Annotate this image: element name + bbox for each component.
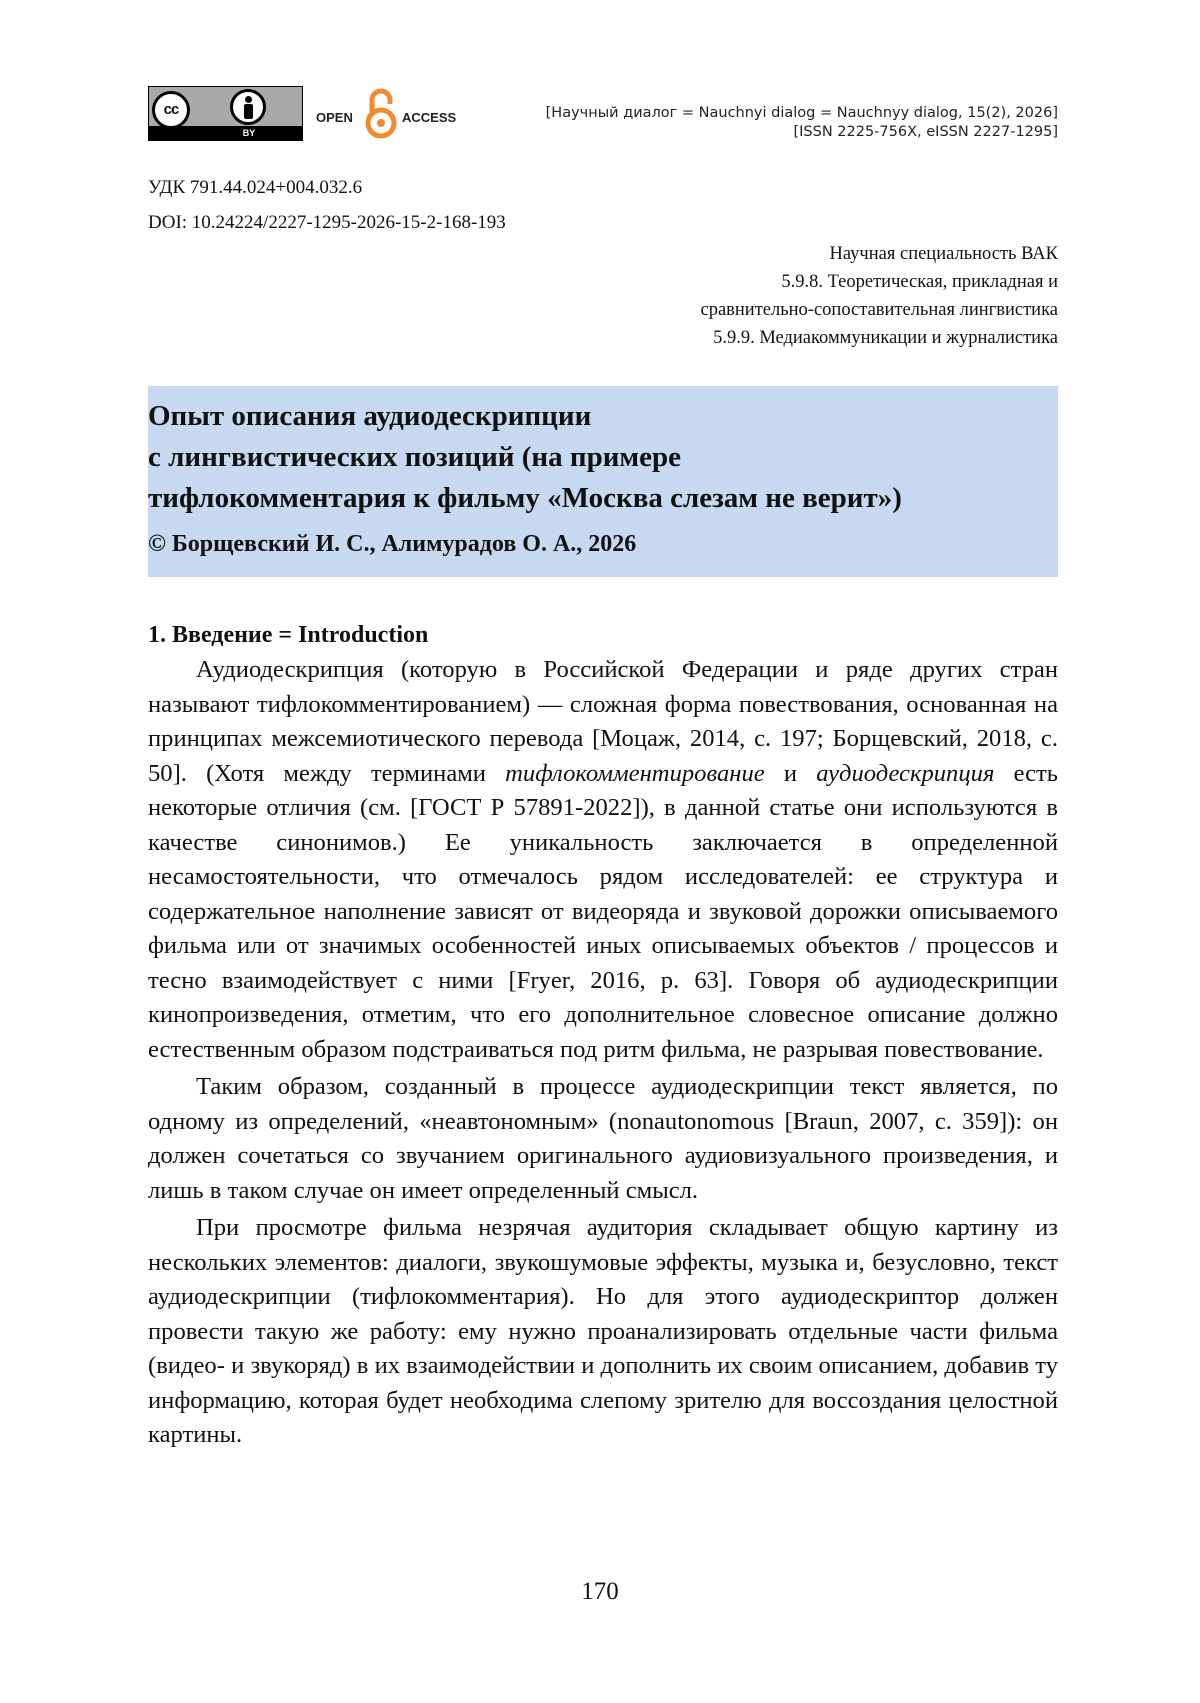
paragraph-1-text: есть некоторые отличия (см. [ГОСТ Р 57891-2022]), в данной статье они используются в качестве синонимов.) <box>148 759 1058 856</box>
article-title-block <box>148 386 1058 577</box>
article-title-line: с лингвистических позиций (на примере <box>148 441 682 473</box>
page-header <box>148 86 1058 142</box>
attribution-person-icon <box>230 89 266 125</box>
specialty-line: 5.9.8. Теоретическая, прикладная и <box>781 272 1058 292</box>
term-audiodescription: аудиодескрипция <box>816 759 995 787</box>
doi-identifier[interactable]: DOI: 10.24224/2227-1295-2026-15-2-168-193 <box>148 212 506 233</box>
journal-citation: [Научный диалог = Nauchnyi dialog = Nauchnyy dialog, 15(2), 2026] <box>545 105 1058 121</box>
journal-reference <box>546 104 1058 142</box>
article-body <box>148 653 1058 1453</box>
license-strip <box>149 126 302 140</box>
paragraph-1 <box>148 653 1058 1067</box>
paragraph-2: Таким образом, созданный в процессе аудиодескрипции текст является, по одному из определений, «неавтономным» (nonautonomous [Braun, 2007, с. 359]): он должен сочетаться со звучанием оригинального аудиовизуального произведения, и лишь в таком случае он имеет определенный смысл. <box>148 1073 1058 1204</box>
cc-by-license-badge[interactable] <box>148 86 303 141</box>
section-heading: 1. Введение = Introduction <box>148 622 429 648</box>
paragraph-1-text: и <box>764 759 817 787</box>
article-title-line: Опыт описания аудиодескрипции <box>148 400 592 432</box>
specialty-line: 5.9.9. Медиакоммуникации и журналистика <box>713 328 1058 348</box>
paragraph-1-text: Аудиодескрипция (которую в Российской Федерации и ряде других стран называют тифлокомментированием) — сложная форма повествования, основанная на принципах межсемиотического перевода [Моцаж, 2014, с. 197; Борщевский, 2018, с. 50]. (Хотя между терминами <box>148 656 1058 787</box>
article-authors: © Борщевский И. С., Алимурадов О. А., 2026 <box>148 531 637 557</box>
open-access-logo <box>316 88 461 140</box>
license-by-label: BY <box>242 128 256 138</box>
specialty-line: Научная специальность ВАК <box>829 244 1058 264</box>
journal-issn: [ISSN 2225-756X, eISSN 2227-1295] <box>793 124 1058 140</box>
paragraph-1-text: Ее уникальность заключается в определенной несамостоятельности, что отмечалось рядом исследователей: ее структура и содержательное наполнение зависят от видеоряда и звуковой дорожки описываемого фильма или от значимых особенностей иных описываемых объектов / процессов и тесно взаимодействует с ними [Fryer, 2016, p. 63]. Говоря об аудиодескрипции кинопроизведения, отметим, что его дополнительное словесное описание должно естественным образом подстраиваться под ритм фильма, не разрывая повествование. <box>148 828 1058 1063</box>
vak-specialty <box>700 240 1058 352</box>
page-number: 170 <box>581 1578 619 1605</box>
open-access-label-open: OPEN <box>316 110 353 125</box>
term-tiflokommentirovanie: тифлокомментирование <box>505 759 765 787</box>
open-lock-icon <box>363 88 399 140</box>
udk-code: УДК 791.44.024+004.032.6 <box>148 177 363 198</box>
specialty-line: сравнительно-сопоставительная лингвистика <box>700 300 1058 320</box>
cc-icon: cc <box>152 91 190 129</box>
article-title-line: тифлокомментария к фильму «Москва слезам не верит») <box>148 482 902 514</box>
paragraph-3: При просмотре фильма незрячая аудитория складывает общую картину из нескольких элементов: диалоги, звукошумовые эффекты, музыка и, безусловно, текст аудиодескрипции (тифлокомментария). Но для этого аудиодескриптор должен провести такую же работу: ему нужно проанализировать отдельные части фильма (видео- и звукоряд) в их взаимодействии и дополнить их своим описанием, добавив ту информацию, которая будет необходима слепому зрителю для воссоздания целостной картины. <box>148 1214 1058 1448</box>
open-access-label-access: ACCESS <box>402 110 457 125</box>
